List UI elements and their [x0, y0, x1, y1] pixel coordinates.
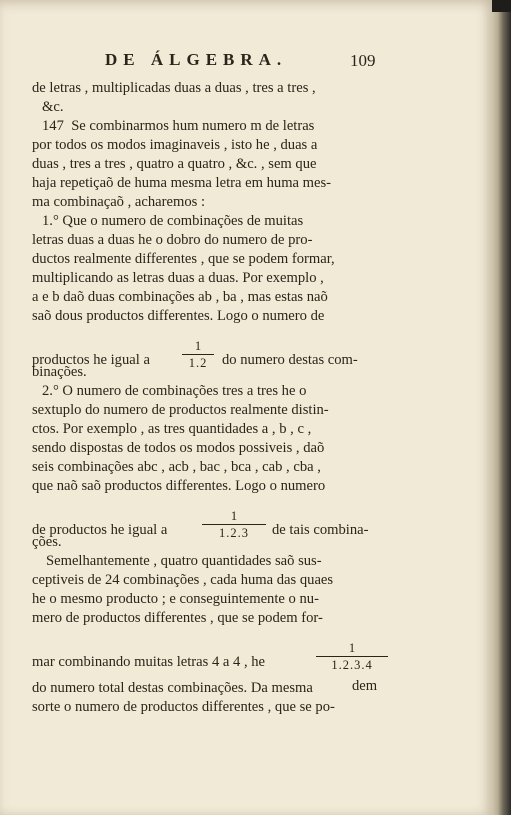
line-text: saõ dous productos differentes. Logo o numero de [32, 308, 325, 324]
book-fore-edge [492, 0, 511, 815]
text-line [32, 250, 388, 269]
line-text: binações. [32, 364, 87, 380]
line-text: do numero destas com- [222, 352, 358, 368]
text-line [32, 98, 388, 117]
fraction-bar [316, 656, 388, 657]
line-text: duas , tres a tres , quatro a quatro , &c. , sem que [32, 156, 317, 172]
fraction-one-over-1-2-3-4 [316, 641, 388, 672]
text-line [32, 307, 388, 326]
line-text: sorte o numero de productos differentes , que se po- [32, 699, 335, 715]
running-title: DE ÁLGEBRA. [105, 50, 288, 69]
text-line [32, 174, 388, 193]
line-text: que naõ saõ productos differentes. Logo o numero [32, 478, 326, 494]
line-text: mero de productos differentes , que se podem for- [32, 610, 323, 626]
fraction-numerator: 1 [194, 339, 202, 353]
text-line [32, 155, 388, 174]
text-line [32, 136, 388, 155]
line-text: sextuplo do numero de productos realmente distin- [32, 402, 329, 418]
line-text: multiplicando as letras duas a duas. Por exemplo , [32, 270, 324, 286]
line-text: 2.° O numero de combinações tres a tres he o [42, 383, 307, 399]
item-1-start [32, 212, 388, 231]
fraction-denominator: 1.2.3 [219, 526, 249, 540]
line-text: a e b daõ duas combinações ab , ba , mas estas naõ [32, 289, 328, 305]
fraction-denominator: 1.2 [188, 356, 208, 370]
text-line [32, 439, 388, 458]
paragraph-start [32, 552, 388, 571]
line-text: 1.° Que o numero de combinações de muitas [42, 213, 304, 229]
line-text: Semelhantemente , quatro quantidades saõ sus- [46, 553, 322, 569]
line-text: de productos he igual a [32, 522, 168, 538]
text-line [32, 79, 388, 98]
text-line [32, 231, 388, 250]
text-line [32, 609, 388, 628]
body-text [32, 79, 388, 717]
text-line [32, 458, 388, 477]
paragraph-147-start [32, 117, 388, 136]
line-text: seis combinações abc , acb , bac , bca , cab , cba , [32, 459, 321, 475]
line-text: &c. [42, 99, 64, 115]
text-line [32, 698, 388, 717]
line-text: 147 Se combinarmos hum numero m de letras [42, 118, 315, 134]
fraction-line [32, 339, 388, 373]
text-line [32, 679, 388, 698]
fraction-numerator: 1 [230, 509, 238, 523]
fraction-bar [182, 354, 214, 355]
line-text: ções. [32, 534, 62, 550]
line-text: ductos realmente differentes , que se podem formar, [32, 251, 335, 267]
book-shadow [492, 0, 511, 12]
line-text: do numero total destas combinações. Da mesma [32, 680, 313, 696]
text-line [32, 420, 388, 439]
page-header [0, 50, 492, 74]
fraction-line [32, 509, 388, 543]
text-line [32, 571, 388, 590]
line-text: por todos os modos imaginaveis , isto he , duas a [32, 137, 318, 153]
text-line [32, 288, 388, 307]
text-line [32, 401, 388, 420]
catchword: dem [352, 678, 378, 694]
line-text: mar combinando muitas letras 4 a 4 , he [32, 654, 266, 670]
fraction-one-over-1-2-3 [202, 509, 266, 540]
spacer [32, 496, 388, 509]
line-text: ctos. Por exemplo , as tres quantidades a , b , c , [32, 421, 312, 437]
text-line [32, 269, 388, 288]
line-text: he o mesmo producto ; e conseguintemente o nu- [32, 591, 319, 607]
fraction-one-over-1-2 [182, 339, 214, 370]
text-line [32, 590, 388, 609]
spacer [32, 628, 388, 641]
page-number: 109 [350, 51, 376, 70]
line-text: haja repetiçaõ de huma mesma letra em huma mes- [32, 175, 332, 191]
fraction-line [32, 641, 388, 675]
line-text: sendo dispostas de todos os modos possiveis , daõ [32, 440, 325, 456]
line-text: letras duas a duas he o dobro do numero de pro- [32, 232, 313, 248]
fraction-numerator: 1 [348, 641, 356, 655]
line-text: ceptiveis de 24 combinações , cada huma das quaes [32, 572, 334, 588]
text-line [32, 193, 388, 212]
line-text: ma combinaçaõ , acharemos : [32, 194, 206, 210]
line-text: productos he igual a [32, 352, 150, 368]
fraction-denominator: 1.2.3.4 [331, 658, 373, 672]
text-line [32, 477, 388, 496]
fraction-bar [202, 524, 266, 525]
spacer [32, 326, 388, 339]
line-text: de letras , multiplicadas duas a duas , tres a tres , [32, 80, 316, 96]
line-text: de tais combina- [272, 522, 369, 538]
item-2-start [32, 382, 388, 401]
